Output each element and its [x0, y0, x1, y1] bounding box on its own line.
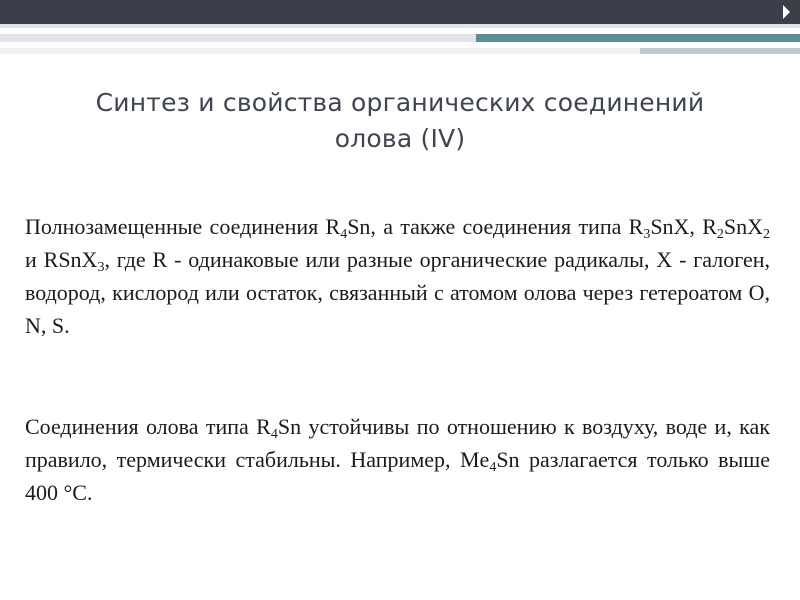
text-run: , где R - одинаковые или разные органические радикалы, X - галоген, водород, кислород или остаток, связанный с атомом олова через гетероатом O, N, S.: [25, 247, 770, 338]
text-run: и RSnX: [25, 247, 98, 272]
text-run: Полнозамещенные соединения R: [25, 214, 341, 239]
decorative-teal-stripe: [476, 34, 800, 42]
subscript: 3: [643, 227, 651, 242]
paragraph-1: [25, 210, 770, 342]
text-run: SnX, R: [650, 214, 717, 239]
subscript: 3: [97, 260, 105, 275]
subscript: 4: [340, 227, 348, 242]
corner-triangle-icon: [783, 5, 790, 19]
subscript: 2: [763, 227, 770, 242]
subscript: 4: [489, 460, 497, 475]
slide-title: [40, 85, 760, 157]
paragraph-2: [25, 410, 770, 509]
subscript: 4: [270, 427, 278, 442]
decorative-stripe: [0, 24, 800, 28]
subscript: 2: [716, 227, 724, 242]
text-run: SnX: [723, 214, 763, 239]
slide-title-line1: Синтез и свойства органических соединений: [95, 87, 705, 117]
slide-title-line2: олова (IV): [334, 123, 466, 153]
decorative-stripe: [640, 48, 800, 54]
text-run: Sn разлагается только выше 400 °С.: [25, 447, 770, 505]
text-run: Sn, а также соединения типа R: [347, 214, 644, 239]
decorative-stripe: [0, 48, 640, 54]
text-run: Соединения олова типа R: [25, 414, 271, 439]
top-decorative-bar: [0, 0, 800, 24]
text-run: Sn устойчивы по отношению к воздуху, воде и, как правило, термически стабильны. Например, Me: [25, 414, 770, 472]
